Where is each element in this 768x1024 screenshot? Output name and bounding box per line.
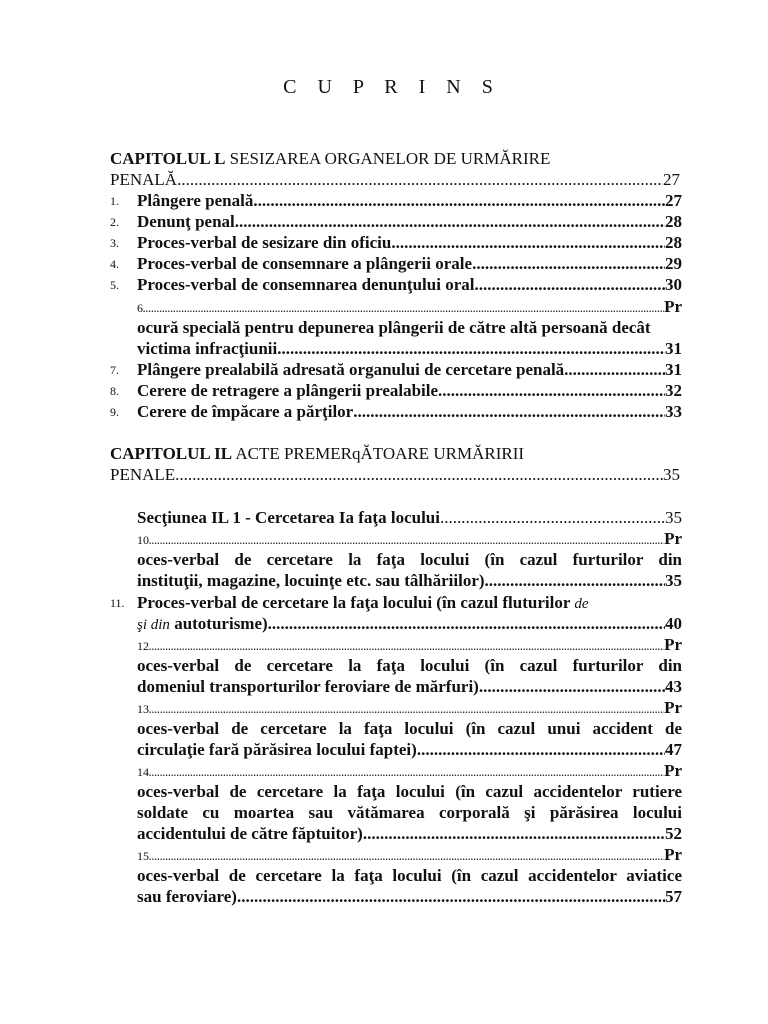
toc-item-text: instituţii, magazine, locuinţe etc. sau tâlhăriilor) <box>137 571 485 590</box>
leader-dots <box>277 338 665 359</box>
page-number: 29 <box>665 254 682 273</box>
toc-item-text: Proces-verbal de cercetare la faţa locului (în cazul fluturilor <box>137 593 575 612</box>
toc-item-5[interactable] <box>137 274 682 295</box>
item-6-line-2: ocură specială pentru depunerea plângerii de către altă persoană decât <box>137 318 651 337</box>
leader-dots <box>353 401 665 422</box>
item-14-line-2: oces-verbal de cercetare la faţa locului (în cazul accidentelor rutiere <box>137 782 682 801</box>
item-number: 14 <box>137 765 149 779</box>
item-number: 1. <box>110 194 119 208</box>
page-number: 33 <box>665 402 682 421</box>
page-number: 57 <box>665 887 682 906</box>
leader-dots <box>479 676 665 697</box>
leader-dots <box>235 211 665 232</box>
toc-item-text: autoturisme) <box>169 614 268 633</box>
page-number: 35 <box>663 465 680 484</box>
chapter-2-title-cont: PENALE <box>110 465 176 484</box>
item-number: 10 <box>137 533 149 547</box>
item-text-fragment: Pr <box>664 761 682 780</box>
toc-item-text: Proces-verbal de sesizare din oficiu <box>137 233 392 252</box>
item-number: 13 <box>137 702 149 716</box>
chapter-2-title: ACTE PREMERqĂTOARE URMĂRIRII <box>232 444 525 463</box>
item-text-fragment: Pr <box>664 845 682 864</box>
item-13-line-3[interactable] <box>137 739 682 760</box>
page-number: 35 <box>665 508 682 527</box>
item-number: 6 <box>137 301 143 315</box>
item-15-line-2: oces-verbal de cercetare la faţa locului (în cazul accidentelor aviatice <box>137 866 682 885</box>
item-number: 4. <box>110 257 119 271</box>
chapter-2-label: CAPITOLUL IL <box>110 444 233 463</box>
toc-item-text: accidentului de către făptuitor) <box>137 824 363 843</box>
toc-item-4[interactable] <box>137 253 682 274</box>
leader-dots <box>268 613 665 634</box>
item-text-fragment: Pr <box>664 297 682 316</box>
toc-item-7[interactable] <box>137 359 682 380</box>
leader-dots <box>177 169 663 190</box>
toc-item-text: victima infracţiunii <box>137 339 278 358</box>
page-number: 32 <box>665 381 682 400</box>
toc-item-text-italic: de <box>574 596 589 612</box>
leader-dots <box>472 253 665 274</box>
section-title: Secţiunea IL 1 - Cercetarea Ia faţa locului <box>137 508 440 527</box>
chapter-1-title-cont: PENALĂ <box>110 170 178 189</box>
page-number: 28 <box>665 212 682 231</box>
item-number: 2. <box>110 215 119 229</box>
page-number: 27 <box>663 170 680 189</box>
toc-item-text: Cerere de împăcare a părţilor <box>137 402 354 421</box>
toc-item-text: Plângere prealabilă adresată organului de cercetare penală <box>137 360 565 379</box>
toc-item-text: Proces-verbal de consemnarea denunţului oral <box>137 275 475 294</box>
leader-dots <box>474 274 665 295</box>
page-number: 52 <box>665 824 682 843</box>
leader-dots <box>485 570 665 591</box>
toc-item-text: sau feroviare) <box>137 887 237 906</box>
toc-item-text: Denunţ penal <box>137 212 235 231</box>
toc-item-9[interactable] <box>137 401 682 422</box>
item-number: 8. <box>110 384 119 398</box>
leader-dots <box>438 380 665 401</box>
item-6-line-3[interactable] <box>137 338 682 359</box>
toc-item-3[interactable] <box>137 232 682 253</box>
toc-item-text: domeniul transporturilor feroviare de mărfuri) <box>137 677 479 696</box>
item-text-fragment: Pr <box>664 529 682 548</box>
item-10-line-2: oces-verbal de cercetare la faţa locului (în cazul furturilor din <box>137 550 682 569</box>
toc-item-text: Plângere penală <box>137 191 254 210</box>
item-number: 12 <box>137 639 149 653</box>
item-number: 3. <box>110 236 119 250</box>
toc-item-11[interactable] <box>137 613 682 636</box>
item-10-line-3[interactable] <box>137 570 682 591</box>
page-number: 43 <box>665 677 682 696</box>
toc-item-text: Cerere de retragere a plângerii prealabile <box>137 381 439 400</box>
toc-item-8[interactable] <box>137 380 682 401</box>
page-number: 27 <box>665 191 682 210</box>
item-number: 15 <box>137 849 149 863</box>
chapter-1-entry[interactable] <box>110 169 680 190</box>
page-number: 30 <box>665 275 682 294</box>
page-number: 31 <box>665 360 682 379</box>
leader-dots <box>440 507 665 528</box>
page-number: 35 <box>665 571 682 590</box>
item-number: 7. <box>110 363 119 377</box>
chapter-2-entry[interactable] <box>110 464 680 485</box>
chapter-2-heading <box>110 443 680 464</box>
leader-dots <box>175 464 663 485</box>
page-number: 47 <box>665 740 682 759</box>
item-text-fragment: Pr <box>664 698 682 717</box>
page-number: 40 <box>665 614 682 633</box>
chapter-1-title: SESIZAREA ORGANELOR DE URMĂRIRE <box>225 149 551 168</box>
chapter-1-label: CAPITOLUL L <box>110 149 226 168</box>
leader-dots <box>391 232 665 253</box>
section-entry[interactable] <box>137 507 682 528</box>
item-14-line-4[interactable] <box>137 823 682 844</box>
item-number: 9. <box>110 405 119 419</box>
toc-item-text-italic: şi din <box>137 617 170 633</box>
page-number: 31 <box>665 339 682 358</box>
item-number: 5. <box>110 278 119 292</box>
item-12-line-3[interactable] <box>137 676 682 697</box>
item-text-fragment: Pr <box>664 635 682 654</box>
item-11-line-1 <box>137 592 682 615</box>
leader-dots <box>253 190 665 211</box>
item-15-line-3[interactable] <box>137 886 682 907</box>
page-number: 28 <box>665 233 682 252</box>
item-14-line-3: soldate cu moartea sau vătămarea corporală şi părăsirea locului <box>137 803 682 822</box>
chapter-1-heading <box>110 148 680 169</box>
toc-item-2[interactable] <box>137 211 682 232</box>
item-number: 11. <box>110 596 125 610</box>
leader-dots <box>417 739 665 760</box>
toc-item-text: Proces-verbal de consemnare a plângerii orale <box>137 254 473 273</box>
leader-dots <box>237 886 665 907</box>
item-13-line-2: oces-verbal de cercetare la faţa locului (în cazul unui accident de <box>137 719 682 738</box>
item-12-line-2: oces-verbal de cercetare la faţa locului (în cazul furturilor din <box>137 656 682 675</box>
leader-dots <box>363 823 665 844</box>
toc-item-1[interactable] <box>137 190 682 211</box>
leader-dots <box>564 359 665 380</box>
toc-item-text: circulaţie fară părăsirea locului faptei) <box>137 740 417 759</box>
page-title: C U P R I N S <box>283 76 501 98</box>
